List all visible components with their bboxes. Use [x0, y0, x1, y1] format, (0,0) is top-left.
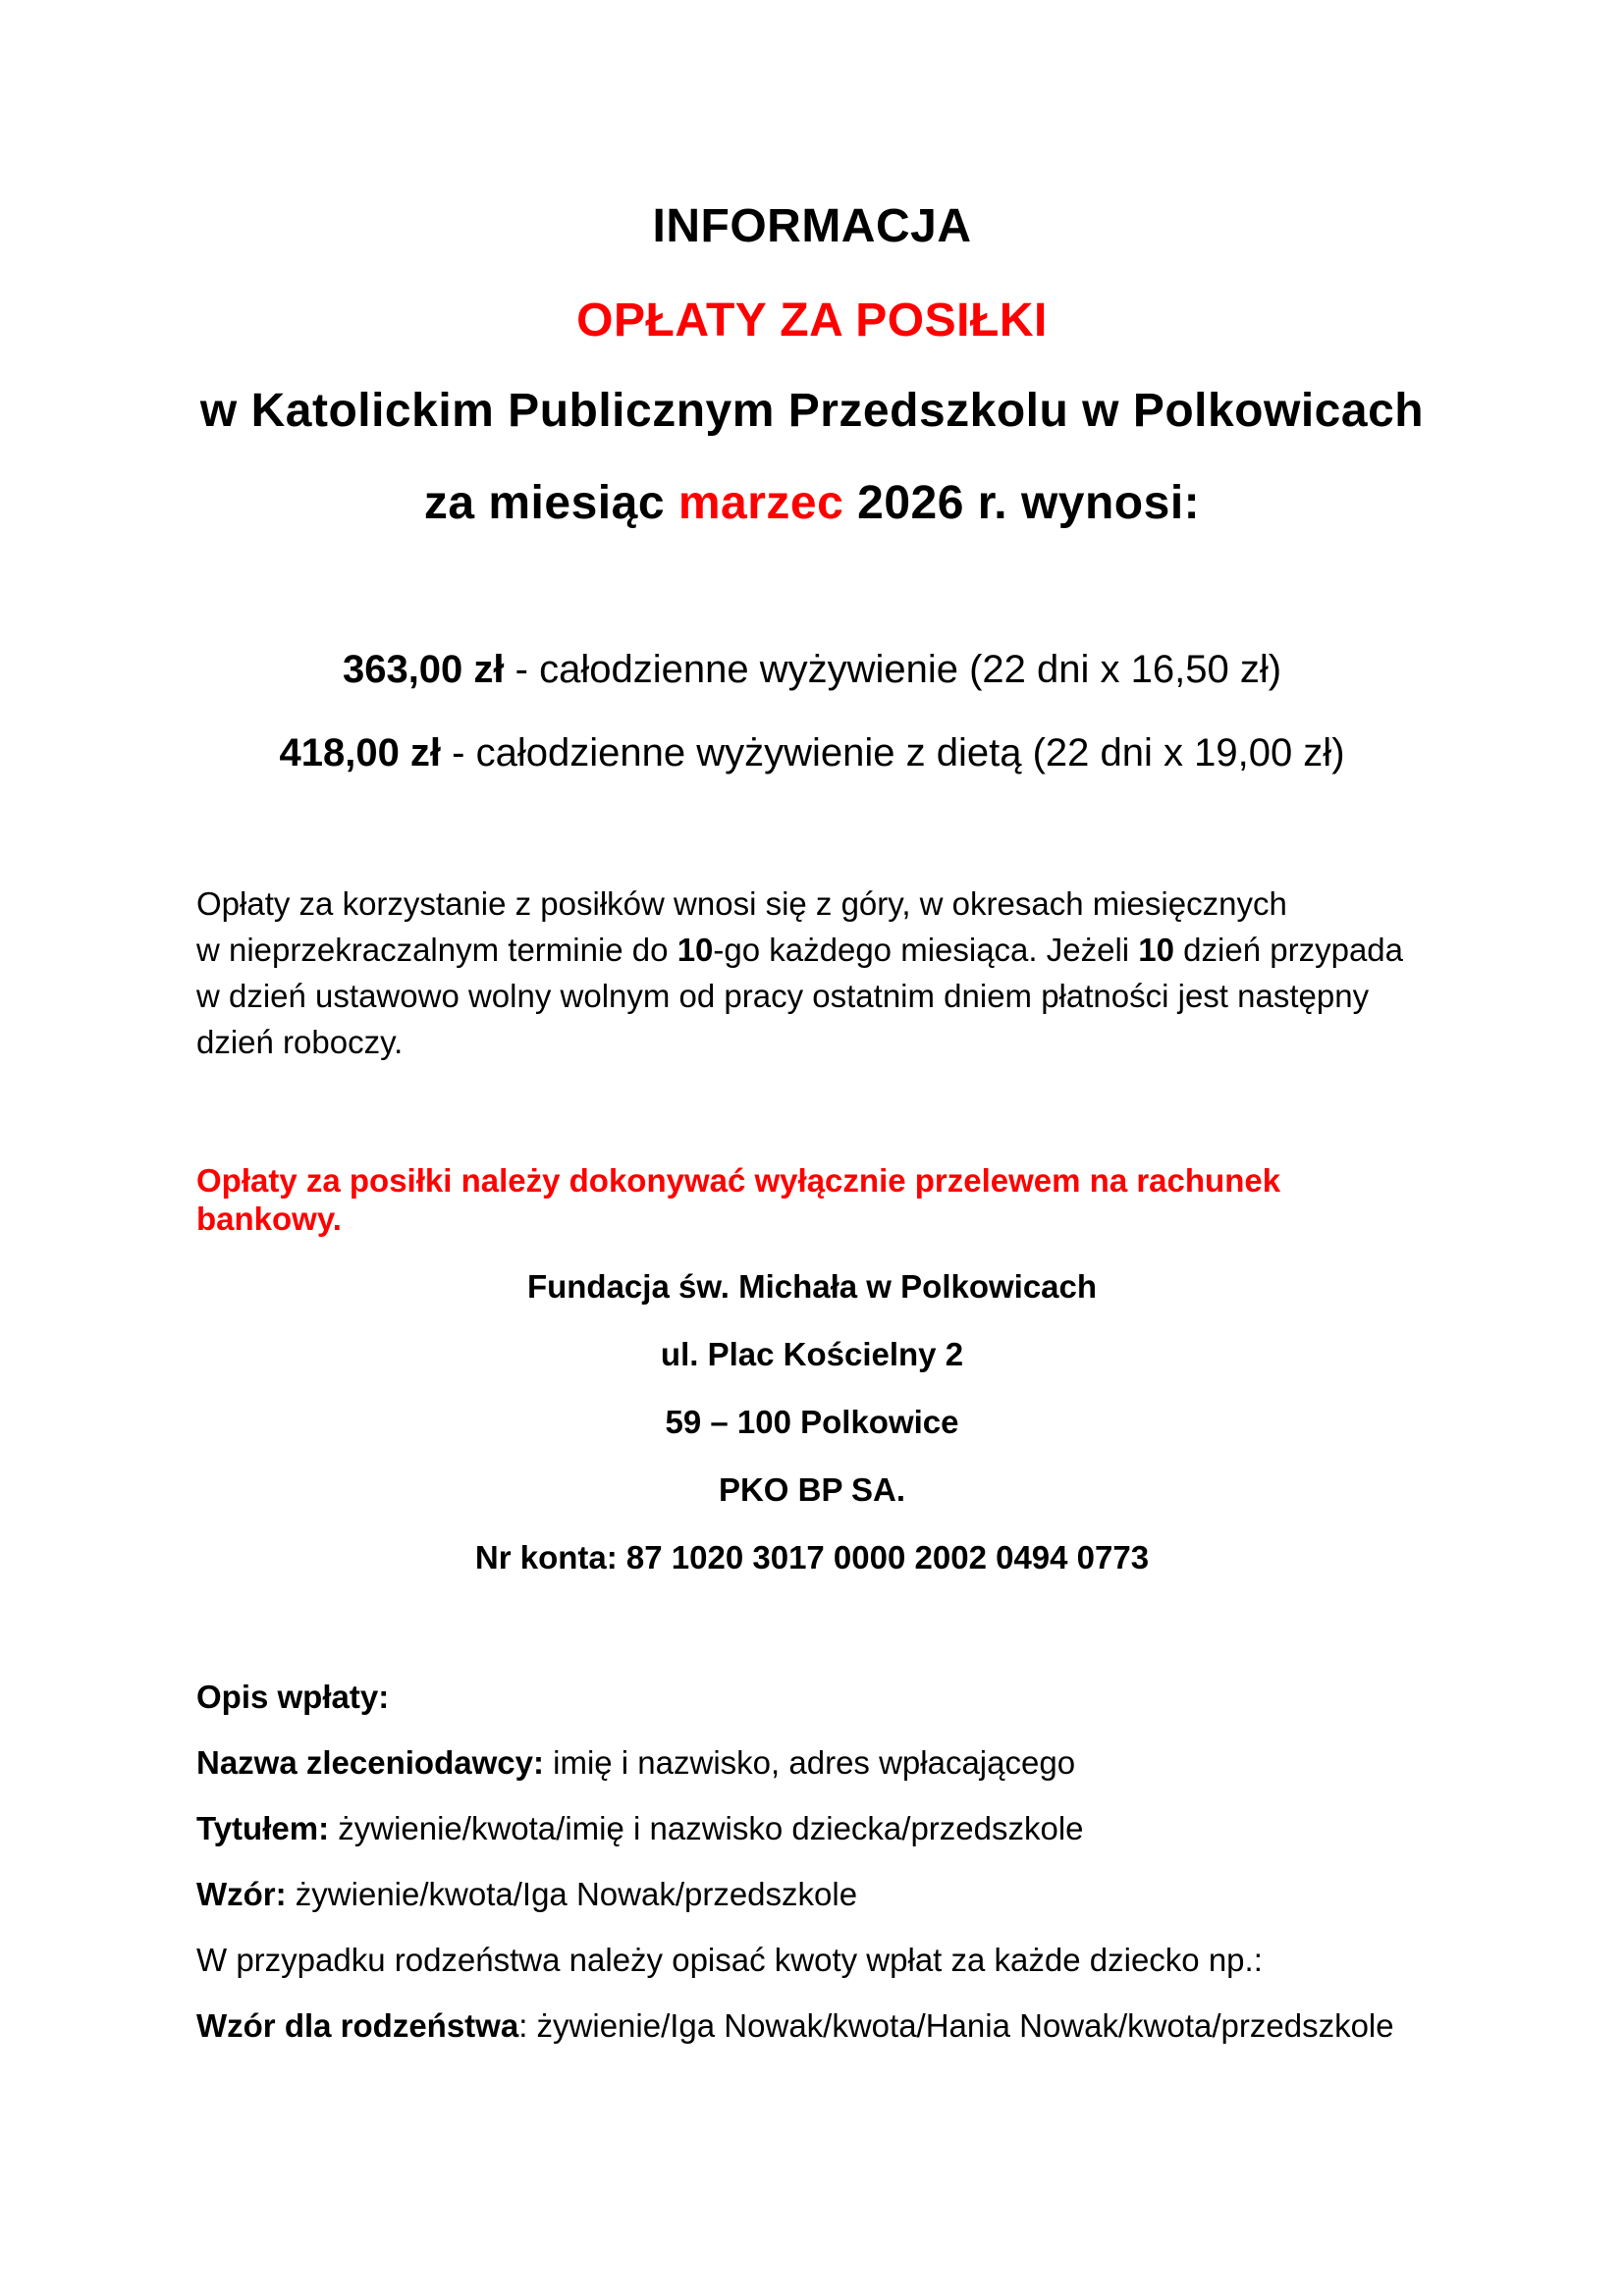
doc-title: INFORMACJA [652, 200, 972, 252]
price-amount: 363,00 zł [342, 648, 505, 691]
period-suffix: 2026 r. wynosi: [843, 477, 1201, 529]
description-heading [196, 1678, 1428, 1716]
siblings-example-value: : żywienie/Iga Nowak/kwota/Hania Nowak/kwota/przedszkole [518, 2007, 1394, 2044]
bank-city: 59 – 100 Polkowice [665, 1404, 959, 1440]
description-heading-label: Opis wpłaty: [196, 1679, 390, 1715]
transfer-title-line [196, 1809, 1428, 1847]
price-line-full-board [196, 647, 1428, 693]
sender-label: Nazwa zleceniodawcy: [196, 1744, 544, 1781]
payment-notice: Opłaty za posiłki należy dokonywać wyłącznie przelewem na rachunek bankowy. [196, 1162, 1281, 1237]
siblings-example-label: Wzór dla rodzeństwa [196, 2007, 519, 2044]
sender-value: imię i nazwisko, adres wpłacającego [543, 1744, 1076, 1781]
terms-paragraph [196, 881, 1428, 1065]
terms-deadline-day: 10 [677, 932, 714, 968]
terms-deadline-day: 10 [1138, 932, 1175, 968]
bank-name: PKO BP SA. [718, 1471, 906, 1508]
bank-recipient: Fundacja św. Michała w Polkowicach [526, 1268, 1098, 1305]
payment-description [196, 1678, 1428, 2045]
terms-line-3: w dzień ustawowo wolny wolnym od pracy ostatnim dniem płatności jest następny [196, 978, 1370, 1014]
period-month-highlight: marzec [677, 477, 844, 529]
price-description: - całodzienne wyżywienie (22 dni x 16,50 zł) [504, 648, 1282, 691]
siblings-note-line: W przypadku rodzeństwa należy opisać kwoty wpłat za każde dziecko np.: [196, 1942, 1263, 1978]
doc-subtitle: OPŁATY ZA POSIŁKI [576, 294, 1048, 347]
terms-line-4: dzień roboczy. [196, 1024, 404, 1060]
example-label: Wzór: [196, 1876, 287, 1912]
period-line [196, 476, 1428, 531]
bank-details [196, 1267, 1428, 1576]
transfer-title-label: Tytułem: [196, 1810, 330, 1846]
terms-line-1: Opłaty za korzystanie z posiłków wnosi się z góry, w okresach miesięcznych [196, 885, 1287, 922]
price-amount: 418,00 zł [279, 731, 442, 774]
example-line [196, 1875, 1428, 1913]
siblings-example-line [196, 2006, 1428, 2045]
sender-line [196, 1743, 1428, 1782]
terms-line-2-post: dzień przypada [1174, 932, 1403, 968]
example-value: żywienie/kwota/Iga Nowak/przedszkole [286, 1876, 858, 1912]
price-list [196, 647, 1428, 776]
period-prefix: za miesiąc [423, 477, 678, 529]
document-header [196, 199, 1428, 531]
terms-line-2-pre: w nieprzekraczalnym terminie do [196, 932, 677, 968]
terms-line-2-mid: -go każdego miesiąca. Jeżeli [713, 932, 1139, 968]
bank-account-number: Nr konta: 87 1020 3017 0000 2002 0494 0773 [474, 1539, 1150, 1575]
institution-line: w Katolickim Publicznym Przedszkolu w Polkowicach [199, 385, 1425, 437]
transfer-title-value: żywienie/kwota/imię i nazwisko dziecka/przedszkole [329, 1810, 1084, 1846]
price-description: - całodzienne wyżywienie z dietą (22 dni x 19,00 zł) [441, 731, 1345, 774]
bank-street: ul. Plac Kościelny 2 [660, 1336, 964, 1372]
price-line-diet-board [196, 730, 1428, 776]
